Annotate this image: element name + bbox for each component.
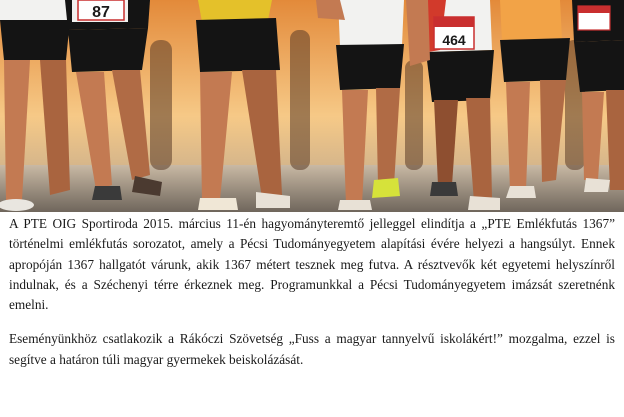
article-paragraph: A PTE OIG Sportiroda 2015. március 11-én hagyományteremtő jelleggel elindítja a „PTE Emlékfutás 1367” történelmi emlékfutás sorozatot, amely a Pécsi Tudományegyetem alapítási évére helyezi a hangsúlyt. Ennek apropóján 1367 hallgatót várunk, akik 1367 métert tesznek meg futva. A résztvevők két egyetemi helyszínről indulnak, és a Széchenyi térre érkeznek meg. Programunkkal a Pécsi Tudományegyetem imázsát szeretnénk emelni. [9, 216, 615, 313]
article-paragraph: Eseményünkhöz csatlakozik a Rákóczi Szövetség „Fuss a magyar tannyelvű iskolákért!” mozgalma, ezzel is segítve a határon túli magyar gyermekek beiskolázását. [9, 331, 615, 367]
race-bib-band [434, 17, 474, 27]
race-bib-number: 464 [442, 32, 466, 48]
article-text [9, 214, 615, 370]
race-bib-number: 87 [92, 4, 110, 21]
